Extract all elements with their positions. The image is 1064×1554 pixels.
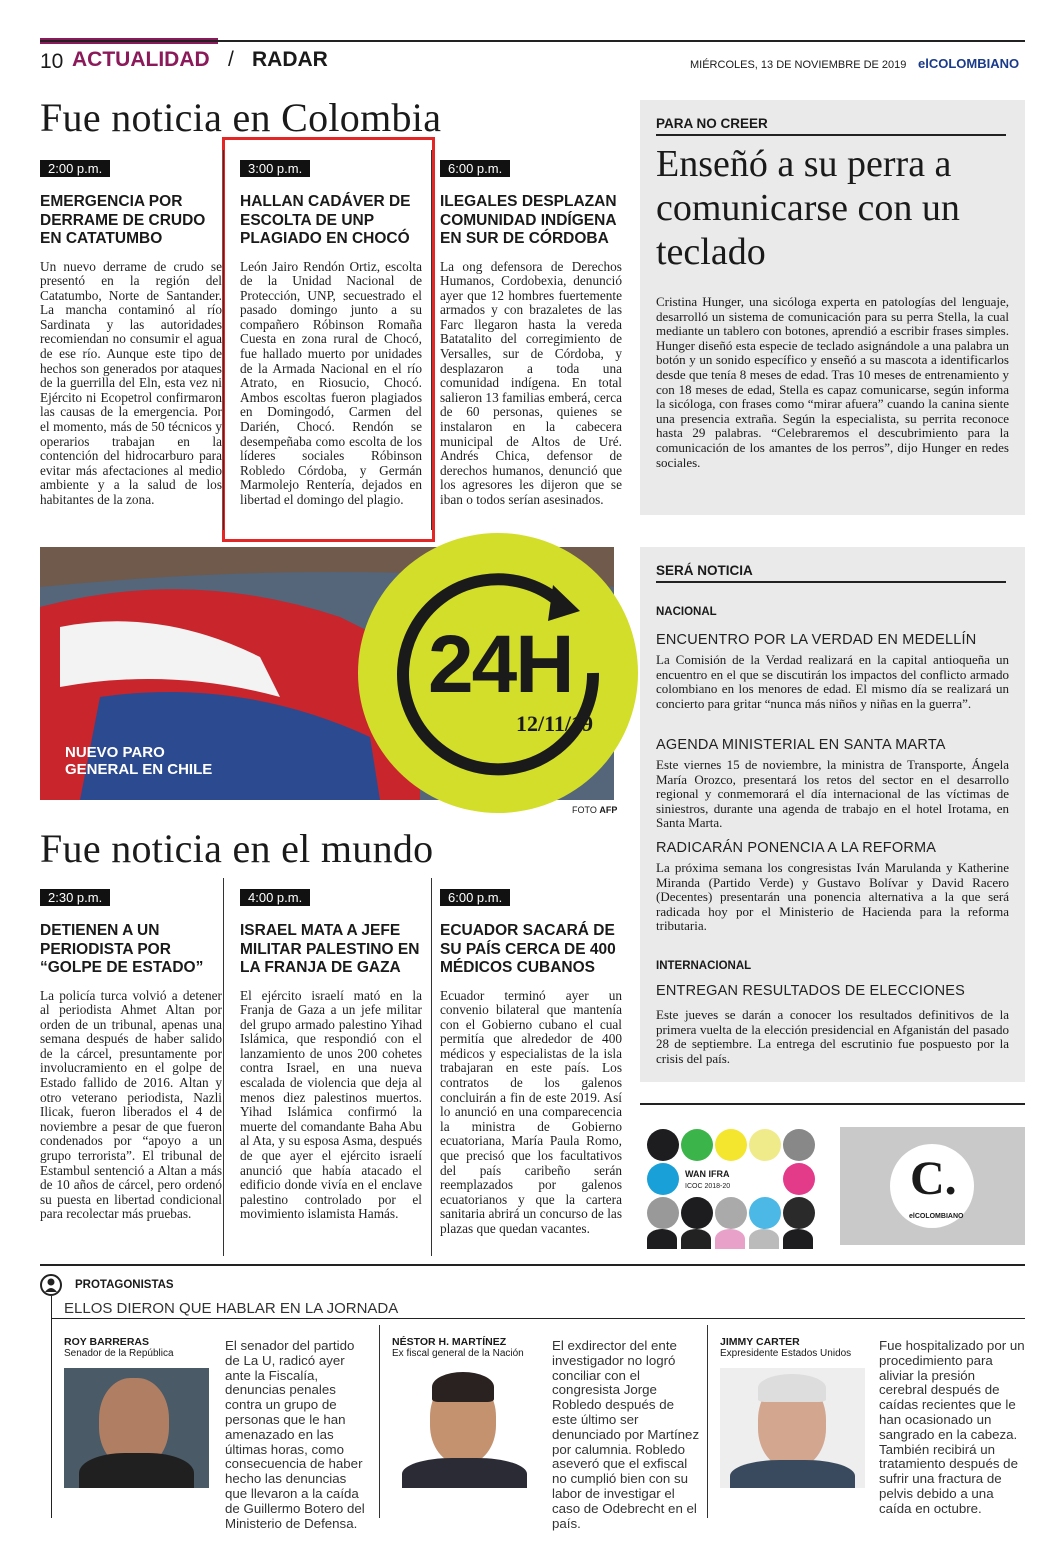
issue-date: MIÉRCOLES, 13 DE NOVIEMBRE DE 2019: [690, 59, 907, 71]
person-name: JIMMY CARTER: [720, 1336, 800, 1348]
person-photo: [392, 1368, 537, 1488]
protagonistas-label: PROTAGONISTAS: [75, 1279, 174, 1291]
news-headline: ILEGALES DESPLAZAN COMUNIDAD INDÍGENA EN SUR DE CÓRDOBA: [440, 193, 617, 247]
wan-ifra-sub: ICOC 2018-20: [685, 1183, 731, 1190]
photo-caption: NUEVO PARO GENERAL EN CHILE: [65, 744, 213, 778]
wan-ifra-label: WAN IFRA: [685, 1169, 730, 1179]
column-divider: [379, 1325, 380, 1518]
time-badge: 3:00 p.m.: [240, 160, 310, 177]
column-divider: [431, 150, 432, 530]
time-badge: 2:30 p.m.: [40, 889, 110, 906]
event-body: Este jueves se darán a conocer los resultados definitivos de la primera vuelta de la elección presidencial en Afganistán del pasado 28 de septiembre. La entrega del escrutinio fue pospuesto por la crisis del país.: [656, 1007, 1009, 1066]
protagonist-card: [64, 1336, 214, 1488]
event-body: Este viernes 15 de noviembre, la ministra de Transporte, Ángela María Orozco, presentará los retos del sector en el desarrollo regional y conmemorará el día internacional de las víctimas de siniestros, durante una agenda de trabajo en el hotel Irotama, en Santa Marta.: [656, 757, 1009, 831]
color-dot: [715, 1129, 747, 1161]
color-dot: [681, 1129, 713, 1161]
color-dot: [681, 1197, 713, 1229]
box-title: Enseñó a su perra a comunicarse con un teclado: [656, 143, 960, 273]
news-body: La policía turca volvió a detener al periodista Ahmet Altan por orden de un tribunal, apenas una semana después de haber salido de la cárcel, presuntamente por involucramiento en el golpe de Estado fallido de 2016. Altan y otro veterano periodista, Nazli Ilicak, fueron liberados el 4 de noviembre a pesar de que fueron condenados por “apoyo a un grupo terrorista”. El tribunal de Estambul sentenció a Altan a más de 10 años de cárcel, pero ordenó su puesta en libertad condicional para recolectar más pruebas.: [40, 987, 222, 1222]
mundo-title: Fue noticia en el mundo: [40, 826, 434, 871]
person-role: Expresidente Estados Unidos: [720, 1348, 852, 1359]
protagonistas-subtitle: ELLOS DIERON QUE HABLAR EN LA JORNADA: [64, 1300, 399, 1317]
color-dot: [647, 1229, 677, 1249]
protagonist-card: [720, 1336, 870, 1488]
time-badge: 4:00 p.m.: [240, 889, 310, 906]
person-icon: [40, 1274, 62, 1296]
header-rule: [40, 40, 1025, 42]
sera-noticia-box: [640, 547, 1025, 1082]
color-dot: [783, 1229, 813, 1249]
person-text: El exdirector del ente investigador no logró conciliar con el congresista Jorge Robledo después de este último ser denunciado por Martínez por calumnia. Robledo aseveró que el exfiscal no cumplió bien con su labor de investigar el caso de Odebrecht en el país.: [552, 1338, 700, 1531]
para-no-creer-box: [640, 100, 1025, 515]
color-dot: [681, 1229, 711, 1249]
color-dot: [783, 1197, 815, 1229]
protagonistas-line: [51, 1296, 52, 1518]
section-separator: /: [228, 48, 234, 71]
news-headline: EMERGENCIA POR DERRAME DE CRUDO EN CATATUMBO: [40, 193, 206, 247]
24h-date: 12/11/19: [516, 711, 594, 736]
news-body: Un nuevo derrame de crudo se presentó en la región del Catatumbo, Norte de Santander. La mancha contaminó al río Sardinata y las autoridades recomiendan no consumir el agua de ese río. Aunque este tipo de hechos son generados por ataques de la guerrilla del Eln, esta vez ni Ejército ni Ecopetrol confirmaron las causas de la emergencia. Por el momento, más de 50 técnicos y operarios trabajan en la contención del hidrocarburo para evitar más afectaciones al medio ambiente y a la salud de los habitantes de la zona.: [40, 258, 222, 507]
color-dot: [749, 1129, 781, 1161]
ads-rule: [640, 1103, 1025, 1105]
person-name: NÉSTOR H. MARTÍNEZ: [392, 1336, 507, 1348]
news-column: [440, 887, 622, 1237]
column-divider: [223, 878, 224, 1256]
color-dot: [749, 1197, 781, 1229]
news-column: [40, 887, 222, 1222]
person-role: Ex fiscal general de la Nación: [392, 1348, 524, 1359]
color-dot: [749, 1229, 779, 1249]
time-badge: 6:00 p.m.: [440, 160, 510, 177]
news-body: El ejército israelí mató en la Franja de Gaza a un jefe militar del grupo armado palestino Yihad Islámica, que respondió con el lanzamiento de unos 200 cohetes contra Israel, en una nueva escalada de violencia que deja al menos diez palestinos muertos. Yihad Islámica confirmó la muerte del comandante Baha Abu al Ata, y su esposa Asma, después de que ayer el ejército israelí anunció que había atacado el edificio donde vivía en el enclave palestino controlado por el movimiento islamista Hamás.: [240, 987, 422, 1222]
24h-label: 24H: [428, 619, 573, 710]
person-photo: [720, 1368, 865, 1488]
column-divider: [223, 150, 224, 530]
box-body: Cristina Hunger, una sicóloga experta en patologías del lenguaje, desarrolló un sistema de comunicación para su perra Stella, la cual mediante un tablero con botones, aprendió a escribir frases simples. Hunger diseñó esta especie de teclado asignándole a una palabra un botón y un sonido específico y enseñó a su mascota a identificarlos desde que tenía 8 meses de edad. Tras 10 meses de entrenamiento y con 18 meses de edad, Stella es capaz comunicarse, según informa la sicóloga, con frases como “mirar afuera” cuando la canina siente una presencia extraña. Según la especialista, su perrita reconoce hasta 29 palabras. “Celebraremos el descubrimiento para la comunicación de los amantes de los perros”, dijo Hunger en redes sociales.: [656, 294, 1009, 470]
column-divider: [707, 1325, 708, 1518]
event-title: ENCUENTRO POR LA VERDAD EN MEDELLÍN: [656, 632, 977, 648]
section-title: ACTUALIDAD: [72, 48, 210, 71]
time-badge: 6:00 p.m.: [440, 889, 510, 906]
subsection-label: NACIONAL: [656, 606, 717, 618]
color-calibration-ad: [643, 1125, 828, 1250]
event-body: La Comisión de la Verdad realizará en la capital antioqueña un encuentro en el que se discutirán los impactos del conflicto armado colombiano en los menores de edad. El mismo día se realizará un concierto para gritar “nunca más niños y niñas en la guerra”.: [656, 652, 1009, 711]
person-role: Senador de la República: [64, 1348, 174, 1359]
news-headline: HALLAN CADÁVER DE ESCOLTA DE UNP PLAGIADO EN CHOCÓ: [240, 193, 411, 247]
color-dot: [783, 1163, 815, 1195]
news-column: [40, 158, 222, 508]
protagonistas-line: [51, 1318, 1025, 1319]
person-name: ROY BARRERAS: [64, 1336, 149, 1348]
person-text: El senador del partido de La U, radicó ayer ante la Fiscalía, denuncias penales contra un grupo de personas que le han amenazado en las últimas horas, como consecuencia de haber hecho las denuncias que llevaron a la caída de Guillermo Botero del Ministerio de Defensa.: [225, 1338, 365, 1531]
brand-logo-text: elCOLOMBIANO: [909, 1213, 964, 1220]
protagonistas-rule: [40, 1264, 1025, 1266]
news-headline: ISRAEL MATA A JEFE MILITAR PALESTINO EN LA FRANJA DE GAZA: [240, 922, 420, 976]
event-title: RADICARÁN PONENCIA A LA REFORMA: [656, 840, 937, 856]
subsection-label: INTERNACIONAL: [656, 960, 752, 972]
color-dot: [783, 1129, 815, 1161]
colombia-title: Fue noticia en Colombia: [40, 95, 442, 140]
box-label: SERÁ NOTICIA: [656, 563, 1006, 583]
color-dot: [647, 1129, 679, 1161]
time-badge: 2:00 p.m.: [40, 160, 110, 177]
event-title: ENTREGAN RESULTADOS DE ELECCIONES: [656, 983, 966, 999]
news-column: [440, 158, 622, 508]
event-body: La próxima semana los congresistas Iván Marulanda y Katherine Miranda (Partido Verde) y Gustavo Bolívar y David Racero (Decentes) presentarán una ponencia alternativa a la que será radicada hoy por el Ministerio de Hacienda para la reforma tributaria.: [656, 860, 1009, 934]
event-title: AGENDA MINISTERIAL EN SANTA MARTA: [656, 737, 946, 753]
box-label: PARA NO CREER: [656, 116, 1006, 136]
news-body: León Jairo Rendón Ortiz, escolta de la Unidad Nacional de Protección, UNP, secuestrado el pasado domingo junto a su compañero Róbinson Romaña Cuesta en zona rural de Chocó, fue hallado muerto por unidades de la Armada Nacional en el río Atrato, en Riosucio, Chocó. Ambos escoltas fueron plagiados en Domingodó, Carmen del Darién, Chocó. Rendón se desempeñaba como escolta de los líderes sociales Róbinson Robledo Córdoba, y Germán Marmolejo Rentería, dejados en libertad el domingo del plagio.: [240, 258, 422, 507]
color-dot: [647, 1163, 679, 1195]
column-divider: [431, 878, 432, 1256]
subsection-title: RADAR: [252, 48, 328, 71]
person-text: Fue hospitalizado por un procedimiento para aliviar la presión cerebral después de caídas recientes que le han ocasionado un sangrado en la cabeza. También recibirá un tratamiento después de sufrir una fractura de pelvis debido a una caída en octubre.: [879, 1338, 1025, 1516]
brand-ad: [840, 1127, 1025, 1245]
news-body: La ong defensora de Derechos Humanos, Cordobexia, denunció ayer que 12 hombres fuertemente armados y con brazaletes de las Farc llegaron hasta la vereda Batatalito del corregimiento de Versalles, sur de Córdoba, y desplazaron a toda una comunidad indígena. En total salieron 13 familias emberá, cerca de 60 personas, quienes se instalaron en la cabecera municipal de Altos de Uré. Andrés Chica, defensor de derechos humanos, denunció que los agresores les dijeron que se iban o todos serían asesinados.: [440, 258, 623, 507]
news-body: Ecuador terminó ayer un convenio bilateral que mantenía con el Gobierno cubano el cual permitía que alrededor de 400 médicos y especialistas de la isla trabajaran en este país. Los contratos de los galenos concluirán a fin de este 2019. Así lo anunció en una comparecencia la ministra de Gobierno ecuatoriana, María Paula Romo, que precisó que los facultativos del país caribeño serán reemplazados por galenos ecuatorianos y que la cartera sanitaria abrirá un concurso de las plazas que quedan vacantes.: [440, 987, 622, 1236]
color-dot: [715, 1197, 747, 1229]
color-dot: [647, 1197, 679, 1229]
news-column: [240, 158, 422, 508]
protagonist-card: [392, 1336, 542, 1488]
news-headline: DETIENEN A UN PERIODISTA POR “GOLPE DE ESTADO”: [40, 922, 204, 976]
color-dot: [715, 1229, 745, 1249]
24h-badge: [358, 533, 638, 813]
news-headline: ECUADOR SACARÁ DE SU PAÍS CERCA DE 400 MÉDICOS CUBANOS: [440, 922, 616, 976]
person-photo: [64, 1368, 209, 1488]
brand-logo-letter: C.: [910, 1152, 957, 1205]
page-number: 10: [40, 50, 64, 73]
brand-logo: elCOLOMBIANO: [918, 56, 1020, 71]
photo-credit: FOTO AFP: [572, 805, 618, 815]
news-column: [240, 887, 422, 1222]
